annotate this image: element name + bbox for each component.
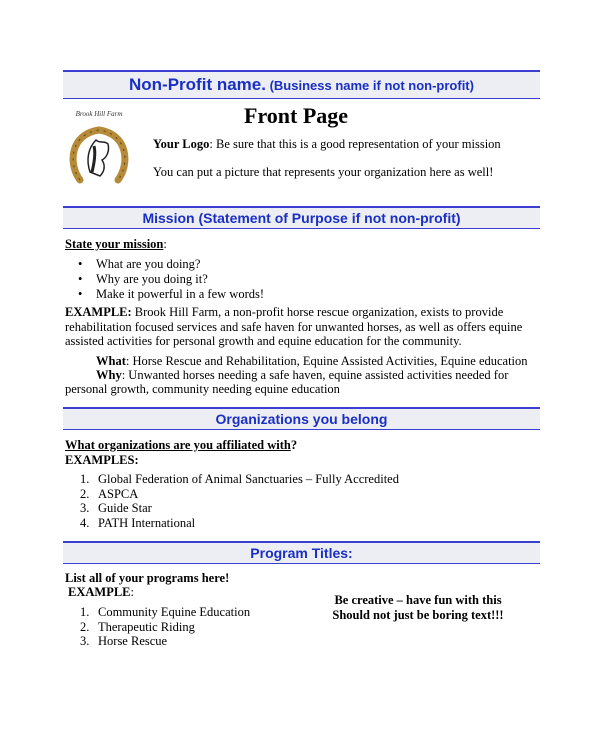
list-item: 4. PATH International (80, 515, 196, 530)
why-line-2: personal growth, community needing equine education (65, 382, 340, 396)
state-mission-label: State your mission: (65, 237, 167, 251)
mission-example: EXAMPLE: Brook Hill Farm, a non-profit horse rescue organization, exists to provide rehabilitation focused services and safe haven for unwanted horses, as well as offers equine assisted activities for personal growth and equine education for the community. (65, 305, 523, 348)
list-item: 2. Therapeutic Riding (80, 619, 195, 634)
example-label: EXAMPLE: (65, 305, 132, 319)
programs-bar (63, 541, 540, 564)
organizations-question: What organizations are you affiliated with? (65, 438, 298, 452)
organizations-list (80, 472, 399, 530)
logo-text: Brook Hill Farm (75, 110, 123, 118)
your-logo-line (153, 137, 501, 152)
what-line: What: Horse Rescue and Rehabilitation, Equine Assisted Activities, Equine education (96, 354, 528, 368)
mission-bullets (78, 257, 265, 302)
nonprofit-name: Non-Profit name. (129, 75, 266, 94)
list-item: 2. ASPCA (80, 486, 139, 501)
list-item: 3. Horse Rescue (80, 634, 168, 648)
why-line: Why: Unwanted horses needing a safe haven, equine assisted activities needed for (96, 368, 509, 382)
list-item: • Why are you doing it? (78, 272, 208, 286)
organizations-bar (63, 407, 540, 430)
list-item: 3. Guide Star (80, 501, 152, 515)
business-name-note: (Business name if not non-profit) (265, 78, 474, 93)
creative-note: Be creative – have fun with this Should not just be boring text!!! (332, 593, 504, 622)
front-page-title: Front Page (244, 103, 349, 128)
list-item: • What are you doing? (78, 257, 201, 271)
picture-text: You can put a picture that represents your organization here as well! (153, 165, 494, 179)
your-logo-label: Your Logo (153, 137, 210, 151)
horseshoe-icon (66, 120, 132, 186)
logo (66, 110, 132, 185)
programs-example: EXAMPLE: (68, 585, 134, 599)
mission-heading: Mission (Statement of Purpose if not non-profit) (142, 210, 461, 226)
list-item: • Make it powerful in a few words! (78, 287, 265, 301)
mission-bar (63, 206, 540, 229)
programs-intro: List all of your programs here! (65, 571, 230, 585)
organizations-heading: Organizations you belong (215, 411, 388, 427)
programs-list (80, 605, 251, 649)
list-item: 1. Global Federation of Animal Sanctuaries – Fully Accredited (80, 472, 399, 486)
your-logo-text: : Be sure that this is a good representation of your mission (209, 137, 501, 151)
list-item: 1. Community Equine Education (80, 605, 251, 619)
header-bar (63, 70, 540, 99)
examples-label: EXAMPLES: (65, 453, 139, 467)
programs-heading: Program Titles: (250, 545, 353, 561)
